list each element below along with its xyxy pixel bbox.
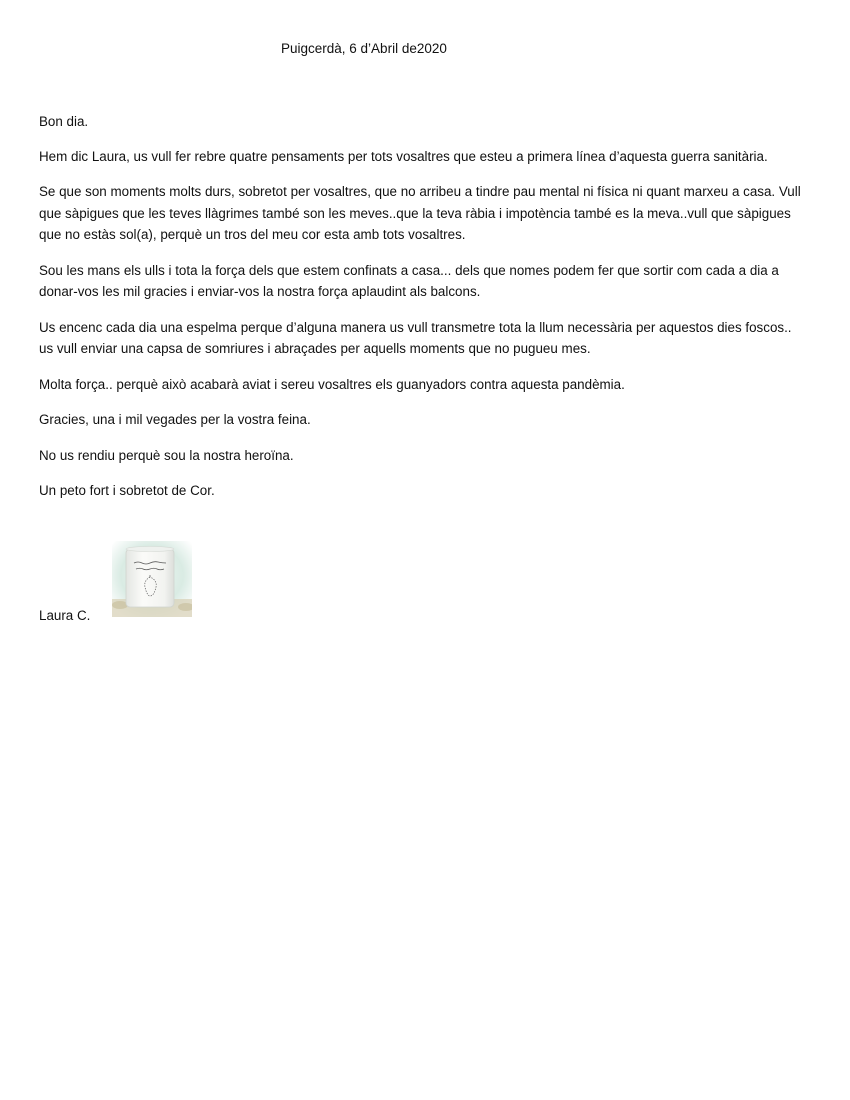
candle-jar-icon [112, 541, 192, 617]
paragraph-heroine: No us rendiu perquè sou la nostra heroïna. [39, 447, 294, 463]
letter-body [39, 111, 809, 516]
paragraph-thanks: Gracies, una i mil vegades per la vostra feina. [39, 412, 311, 427]
paragraph-strength: Molta força.. perquè això acabarà aviat i sereu vosaltres els guanyadors contra aquesta pandèmia. [39, 376, 625, 392]
paragraph-hard-moments: Se que son moments molts durs, sobretot per vosaltres, que no arribeu a tindre pau mental ni física ni quant marxeu a casa. Vull que sàpigues que les teves llàgrimes també son les meves..que la teva ràbia i impotència també es la meva..vull que sàpigues que no estàs sol(a), perquè un tros del meu cor esta amb tots vosaltres. [39, 184, 801, 242]
signature: Laura C. [39, 608, 91, 623]
paragraph-introduction: Hem dic Laura, us vull fer rebre quatre pensaments per tots vosaltres que esteu a primera línea d’aquesta guerra sanitària. [39, 148, 768, 164]
greeting: Bon dia. [39, 114, 89, 129]
paragraph-candle: Us encenc cada dia una espelma perque d’alguna manera us vull transmetre tota la llum necessària per aquestos dies foscos.. us vull enviar una capsa de somriures i abraçades per aquells moments que no pugueu mes. [39, 319, 792, 356]
paragraph-farewell: Un peto fort i sobretot de Cor. [39, 483, 215, 498]
paragraph-hands-and-eyes: Sou les mans els ulls i tota la força dels que estem confinats a casa... dels que nomes podem fer que sortir com cada a dia a donar-vos les mil gracies i enviar-vos la nostra força aplaudint als balcons. [39, 262, 779, 299]
dateline: Puigcerdà, 6 d’Abril de2020 [281, 41, 447, 56]
candle-jar-photo [112, 541, 192, 617]
